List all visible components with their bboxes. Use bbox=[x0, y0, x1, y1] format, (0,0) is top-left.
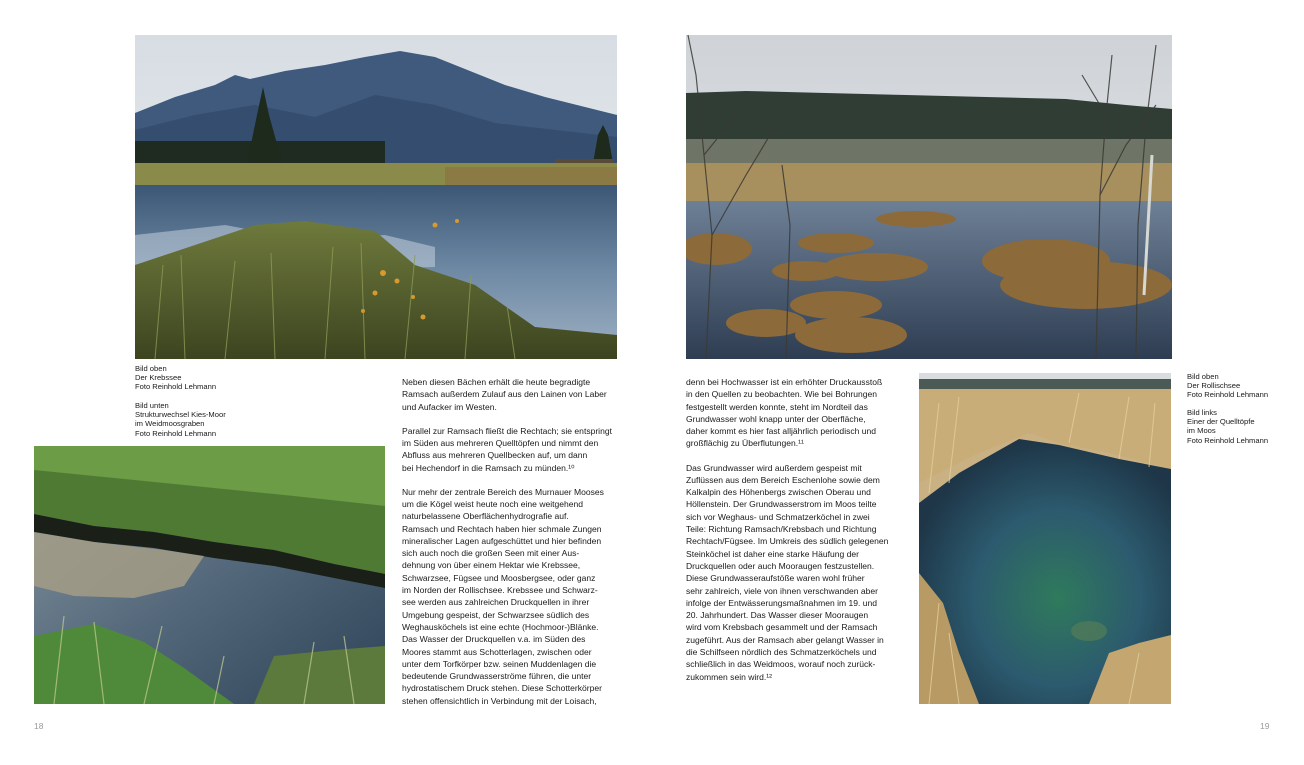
caption-line: Strukturwechsel Kies-Moor bbox=[135, 410, 226, 420]
text-line: Steinköchel ist daher eine starke Häufung der bbox=[686, 548, 859, 559]
text-line: zugeführt. Aus der Ramsach aber gelangt Wasser in bbox=[686, 634, 884, 645]
text-line: infolge der Entwässerungsmaßnahmen im 19. und bbox=[686, 597, 877, 608]
page-number-left: 18 bbox=[34, 721, 44, 731]
photo-rollischsee bbox=[686, 35, 1172, 359]
text-line: großflächig zu Überflutungen.¹¹ bbox=[686, 438, 804, 449]
text-line: stehen offensichtlich in Verbindung mit der Loisach, bbox=[402, 695, 597, 706]
caption-line: Bild oben bbox=[1187, 372, 1219, 381]
caption-quelltopf bbox=[1187, 408, 1304, 445]
caption-line: Foto Reinhold Lehmann bbox=[135, 428, 217, 438]
text-line: Schwarzsee, Fügsee und Moosbergsee, oder ganz bbox=[402, 572, 596, 583]
text-line: Höllenstein. Der Grundwasserstrom im Moos teilte bbox=[686, 499, 877, 510]
paragraph bbox=[402, 376, 612, 413]
text-line: bei Hechendorf in die Ramsach zu münden.¹⁰ bbox=[402, 462, 575, 473]
text-line: im Süden aus mehreren Quelltöpfen und nimmt den bbox=[402, 437, 599, 448]
text-line: Ramsach und Rechtach haben hier schmale Zungen bbox=[402, 523, 602, 534]
caption-line: Foto Reinhold Lehmann bbox=[135, 382, 217, 392]
text-line: Zuflüssen aus dem Bereich Eschenlohe sowie dem bbox=[686, 474, 880, 485]
text-line: dehnung von über einem Hektar wie Krebssee, bbox=[402, 560, 581, 571]
text-line: Diese Grundwasseraufstöße waren wohl früher bbox=[686, 573, 865, 584]
text-line: Moores stammt aus Schotterlagen, zwischen oder bbox=[402, 646, 592, 657]
photo-weidmoosgraben bbox=[34, 446, 385, 704]
text-line: sich vor Weghaus- und Schmatzerköchel in zwei bbox=[686, 511, 870, 522]
text-line: sich auch noch die großen Seen mit einer Aus- bbox=[402, 548, 580, 559]
text-line: bedeutende Grundwasserströme führen, die unter bbox=[402, 671, 592, 682]
text-line: Kalkalpin des Höhenbergs zwischen Oberau und bbox=[686, 487, 871, 498]
caption-line: im Moos bbox=[1187, 426, 1216, 436]
text-line: im Norden der Rollischsee. Krebssee und Schwarz- bbox=[402, 585, 598, 596]
text-column-right bbox=[686, 376, 888, 695]
page-number-right: 19 bbox=[1260, 721, 1270, 731]
paragraph bbox=[686, 462, 888, 683]
text-line: festgestellt werden konnte, steht im Nordteil das bbox=[686, 401, 868, 412]
caption-line: Bild oben bbox=[135, 364, 167, 373]
paragraph bbox=[402, 486, 612, 707]
text-line: Weghausköchels ist eine echte (Hochmoor-)Blänke. bbox=[402, 621, 599, 632]
text-line: die Schilfseen nördlich des Schmatzerköchels und bbox=[686, 647, 877, 658]
text-line: Nur mehr der zentrale Bereich des Murnauer Mooses bbox=[402, 486, 604, 497]
caption-rollischsee bbox=[1187, 372, 1304, 400]
text-line: Teile: Richtung Ramsach/Krebsbach und Richtung bbox=[686, 524, 877, 535]
text-line: wird vom Krebsbach gesammelt und der Ramsach bbox=[686, 622, 878, 633]
caption-line: Einer der Quelltöpfe bbox=[1187, 417, 1255, 427]
text-line: mineralischer Lagen aufgeschüttet und hier befinden bbox=[402, 535, 602, 546]
text-line: Rechtach/Fügsee. Im Umkreis des südlich gelegenen bbox=[686, 536, 889, 547]
text-line: Parallel zur Ramsach fließt die Rechtach; sie entspringt bbox=[402, 425, 612, 436]
text-line: unter dem Torfkörper bzw. seinen Muddenlagen die bbox=[402, 658, 597, 669]
caption-line: Bild unten bbox=[135, 401, 169, 410]
text-line: daher kommt es hier fast alljährlich periodisch und bbox=[686, 426, 877, 437]
text-line: Abfluss aus mehreren Quellbecken auf, um dann bbox=[402, 450, 588, 461]
paragraph bbox=[402, 425, 612, 474]
photo-quelltopf bbox=[919, 373, 1171, 704]
text-line: zukommen sein wird.¹² bbox=[686, 671, 772, 682]
text-line: Druckquellen oder auch Mooraugen festzustellen. bbox=[686, 560, 875, 571]
text-line: naturbelassene Oberflächenhydrografie auf. bbox=[402, 511, 569, 522]
text-line: 20. Jahrhundert. Das Wasser dieser Mooraugen bbox=[686, 610, 869, 621]
text-line: in den Quellen zu beobachten. Wie bei Bohrungen bbox=[686, 389, 878, 400]
text-line: Umgebung gespeist, der Schwarzsee südlich des bbox=[402, 609, 590, 620]
text-line: und Aufacker im Westen. bbox=[402, 401, 497, 412]
text-line: Das Wasser der Druckquellen v.a. im Süden des bbox=[402, 634, 586, 645]
caption-line: Der Krebssee bbox=[135, 373, 182, 383]
text-line: Grundwasser wohl knapp unter der Oberfläche, bbox=[686, 413, 866, 424]
text-line: Das Grundwasser wird außerdem gespeist mit bbox=[686, 462, 862, 473]
caption-line: im Weidmoosgraben bbox=[135, 419, 205, 429]
caption-krebssee bbox=[135, 364, 265, 392]
text-line: Ramsach außerdem Zulauf aus den Lainen von Laber bbox=[402, 389, 607, 400]
text-line: hydrostatischem Druck stehen. Diese Schotterkörper bbox=[402, 683, 602, 694]
caption-line: Der Rollischsee bbox=[1187, 381, 1241, 391]
text-line: see werden aus zahlreichen Druckquellen in ihrer bbox=[402, 597, 590, 608]
caption-line: Foto Reinhold Lehmann bbox=[1187, 435, 1269, 445]
caption-weidmoosgraben bbox=[135, 401, 265, 438]
caption-line: Foto Reinhold Lehmann bbox=[1187, 390, 1269, 400]
text-column-left bbox=[402, 376, 612, 719]
text-line: denn bei Hochwasser ist ein erhöhter Druckausstoß bbox=[686, 377, 883, 387]
photo-krebssee bbox=[135, 35, 617, 359]
paragraph bbox=[686, 376, 888, 450]
text-line: Neben diesen Bächen erhält die heute begradigte bbox=[402, 377, 591, 387]
text-line: um die Kögel weist heute noch eine weitgehend bbox=[402, 498, 584, 509]
text-line: schließlich in das Weidmoos, worauf noch zurück- bbox=[686, 659, 876, 670]
caption-line: Bild links bbox=[1187, 408, 1217, 417]
text-line: sehr zahlreich, viele von ihnen verschwanden aber bbox=[686, 585, 878, 596]
